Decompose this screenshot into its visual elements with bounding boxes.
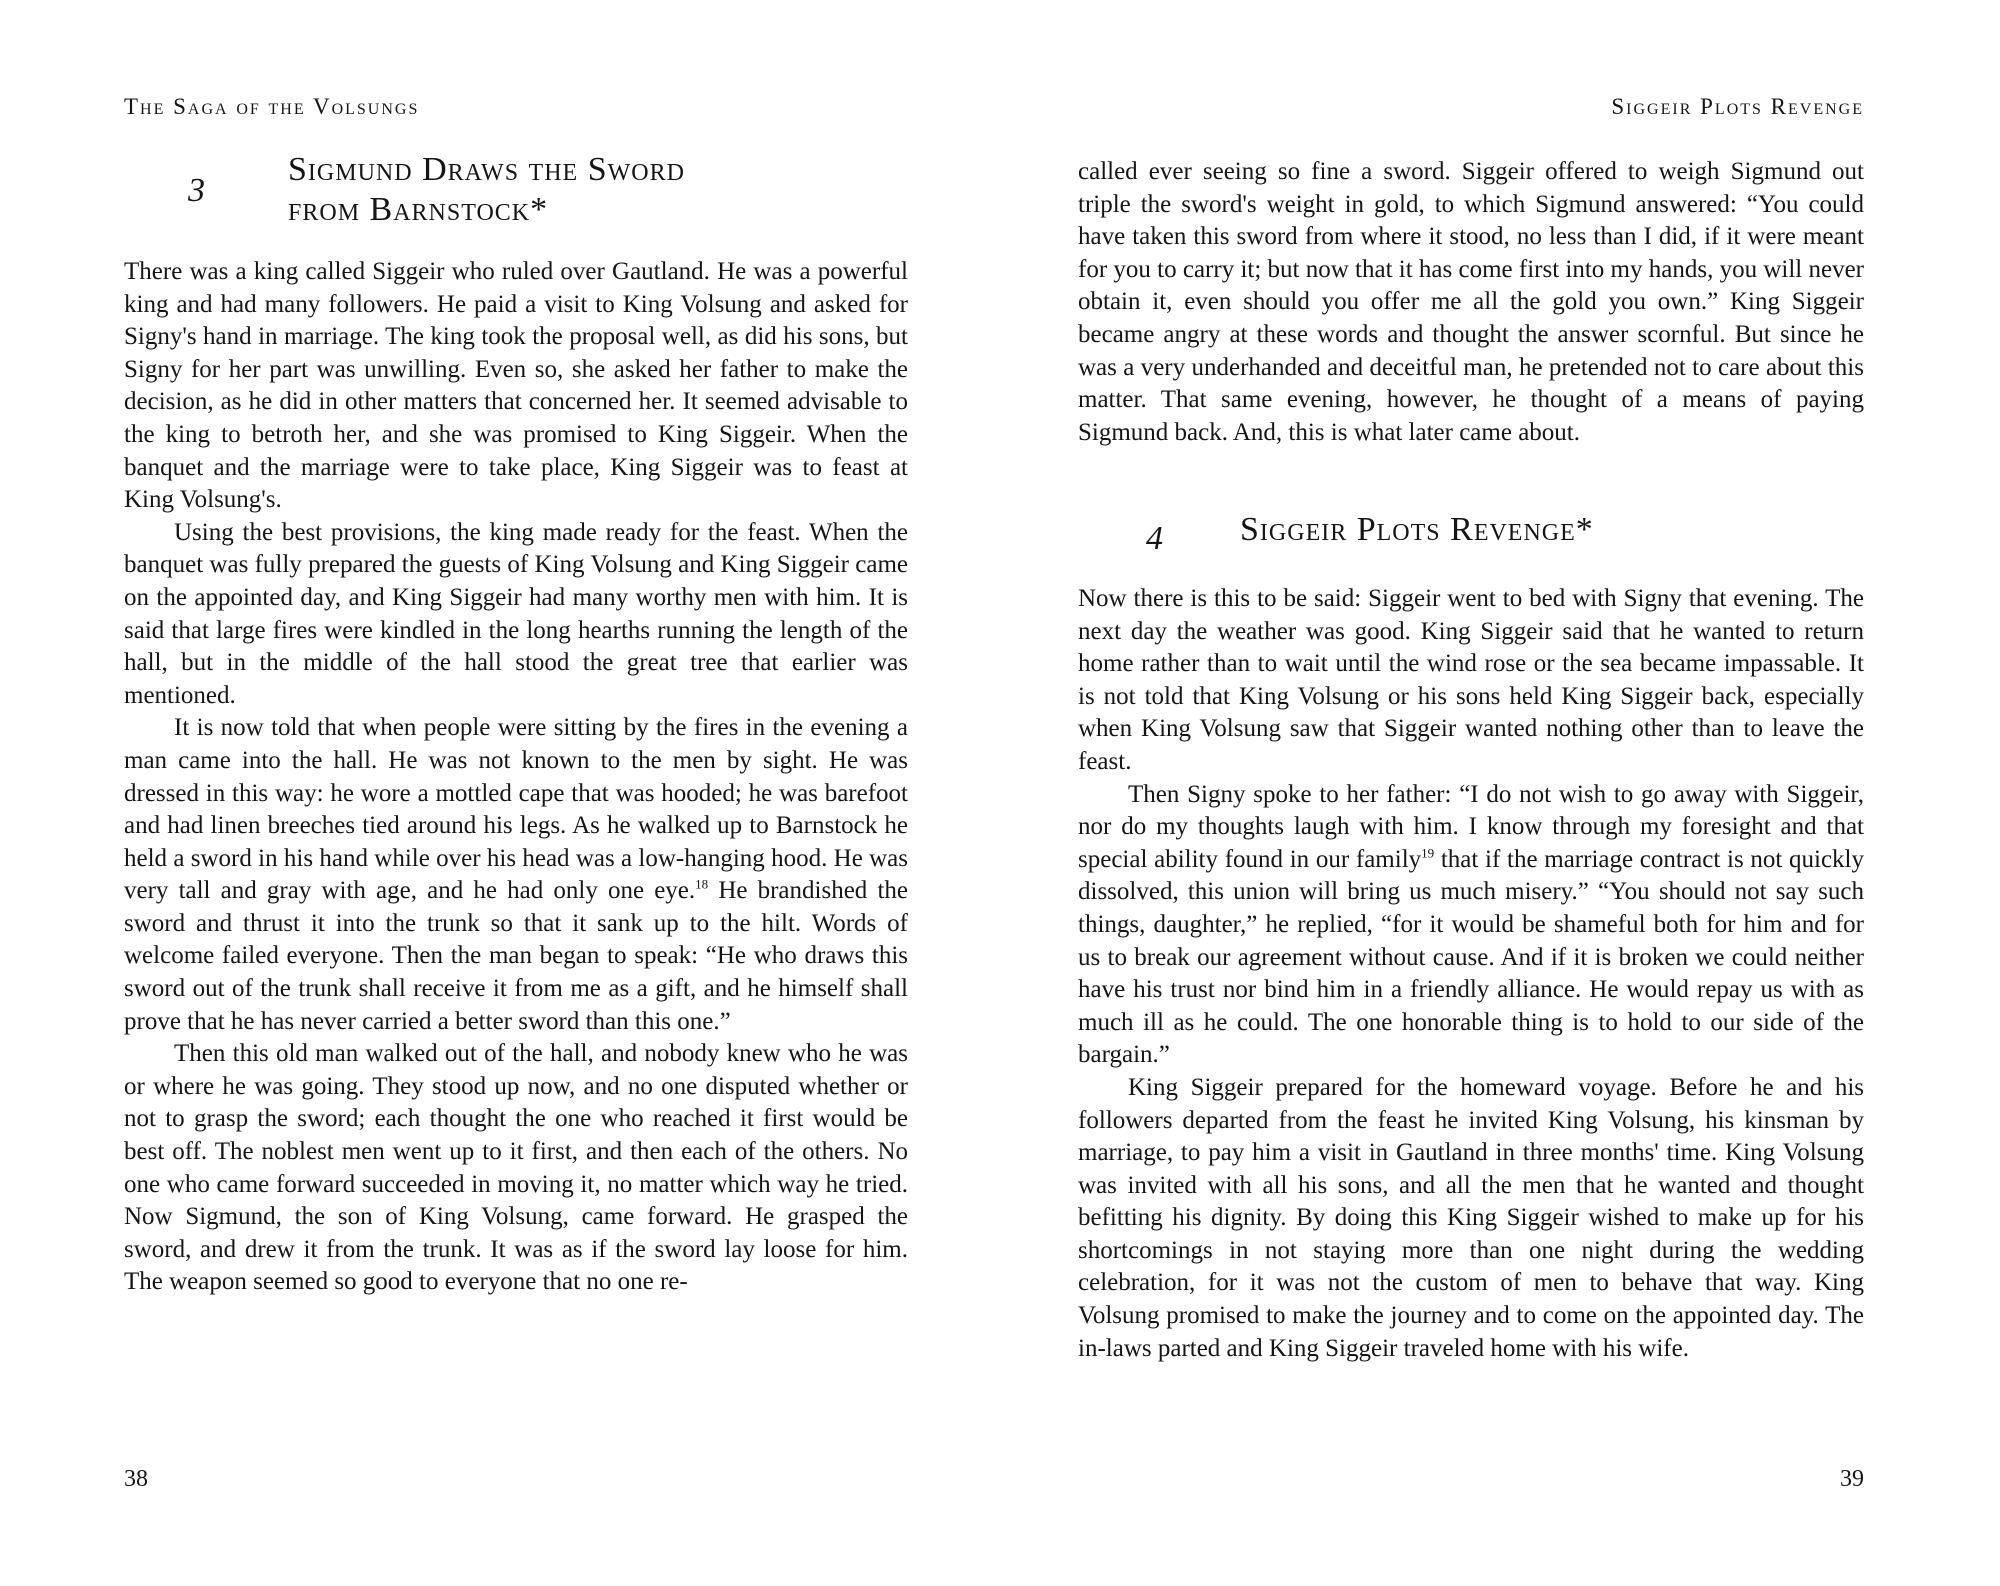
chapter-number: 3	[188, 172, 205, 209]
left-body-text	[124, 256, 908, 1299]
right-page	[1078, 0, 1864, 1586]
page-number-left: 38	[124, 1466, 148, 1492]
paragraph-part: It is now told that when people were sitting by the fires in the evening a man came into the hall. He was not known to the men by sight. He was dressed in this way: he wore a mottled cape that was hooded; he was barefoot and had linen breeches tied around his legs. As he walked up to Barnstock he held a sword in his hand while over his head was a low-hanging hood. He was very tall and gray with age, and he had only one eye.	[124, 714, 908, 905]
paragraph: Then this old man walked out of the hall, and nobody knew who he was or where he was going. They stood up now, and no one disputed whether or not to grasp the sword; each thought the one who reached it first would be best off. The noblest men went up to it first, and then each of the others. No one who came forward succeeded in moving it, no matter which way he tried. Now Sigmund, the son of King Volsung, came forward. He grasped the sword, and drew it from the trunk. It was as if the sword lay loose for him. The weapon seemed so good to everyone that no one re-	[124, 1040, 908, 1296]
paragraph: King Siggeir prepared for the homeward voyage. Before he and his followers departed from the feast he invited King Volsung, his kinsman by marriage, to pay him a visit in Gautland in three months' time. King Volsung was invited with all his sons, and all the men that he wanted and thought befitting his dignity. By doing this King Siggeir wished to make up for his shortcomings in not staying more than one night during the wedding celebration, for it was not the custom of men to behave that way. King Volsung promised to make the journey and to come on the appointed day. The in-laws parted and King Siggeir traveled home with his wife.	[1078, 1073, 1864, 1362]
right-continued-text	[1078, 156, 1864, 449]
chapter-number: 4	[1146, 520, 1163, 557]
paragraph-part: that if the marriage contract is not quickly dissolved, this union will bring us much misery.” “You should not say such things, daughter,” he replied, “for it would be shameful both for him and for us to break our agreement without cause. And if it is broken we could neither have his trust nor bind him in a friendly alliance. He would repay us with as much ill as he could. The one honorable thing is to hold to our side of the bargain.”	[1078, 845, 1865, 1069]
footnote-ref[interactable]: 19	[1421, 845, 1435, 861]
paragraph: There was a king called Siggeir who ruled over Gautland. He was a powerful king and had many followers. He paid a visit to King Volsung and asked for Signy's hand in marriage. The king took the proposal well, as did his sons, but Signy for her part was unwilling. Even so, she asked her father to make the decision, as he did in other matters that concerned her. It seemed advisable to the king to betroth her, and she was promised to King Siggeir. When the banquet and the marriage were to take place, King Siggeir was to feast at King Volsung's.	[124, 258, 908, 514]
right-body-text	[1078, 583, 1864, 1365]
chapter-title	[288, 150, 685, 230]
paragraph	[124, 712, 908, 1038]
paragraph-part: Then Signy spoke to her father: “I do not wish to go away with Siggeir, nor do my thoughts laugh with him. I know through my foresight and that special ability found in our family	[1078, 780, 1864, 873]
paragraph	[1078, 779, 1864, 1072]
footnote-ref[interactable]: 18	[695, 876, 709, 892]
chapter-4-heading	[1078, 510, 1864, 557]
paragraph: Now there is this to be said: Siggeir went to bed with Signy that evening. The next day the weather was good. King Siggeir said that he wanted to return home rather than to wait until the wind rose or the sea became impassable. It is not told that King Volsung or his sons held King Siggeir back, especially when King Volsung saw that Siggeir wanted nothing other than to leave the feast.	[1078, 585, 1864, 775]
paragraph: Using the best provisions, the king made ready for the feast. When the banquet was fully prepared the guests of King Volsung and King Siggeir came on the appointed day, and King Siggeir had many worthy men with him. It is said that large fires were kindled in the long hearths running the length of the hall, but in the middle of the hall stood the great tree that earlier was mentioned.	[124, 518, 908, 709]
running-head-right: Siggeir Plots Revenge	[1611, 94, 1864, 119]
running-head-left: The Saga of the Volsungs	[124, 94, 420, 119]
chapter-title: Siggeir Plots Revenge*	[1240, 511, 1594, 548]
chapter-3-heading	[124, 150, 908, 230]
paragraph-part: He brandished the sword and thrust it into the trunk so that it sank up to the hilt. Words of welcome failed everyone. Then the man began to speak: “He who draws this sword out of the trunk shall receive it from me as a gift, and he himself shall prove that he has never carried a better sword than this one.”	[124, 877, 908, 1035]
left-page	[124, 0, 908, 1586]
page-number-right: 39	[1840, 1466, 1864, 1492]
chapter-title-line-1: Sigmund Draws the Sword	[288, 151, 685, 188]
chapter-title-line-2: from Barnstock*	[288, 191, 549, 228]
paragraph: called ever seeing so fine a sword. Siggeir offered to weigh Sigmund out triple the sword's weight in gold, to which Sigmund answered: “You could have taken this sword from where it stood, no less than I did, if it were meant for you to carry it; but now that it has come first into my hands, you will never obtain it, even should you offer me all the gold you own.” King Siggeir became angry at these words and thought the answer scornful. But since he was a very underhanded and deceitful man, he pretended not to care about this matter. That same evening, however, he thought of a means of paying Sigmund back. And, this is what later came about.	[1078, 158, 1864, 446]
